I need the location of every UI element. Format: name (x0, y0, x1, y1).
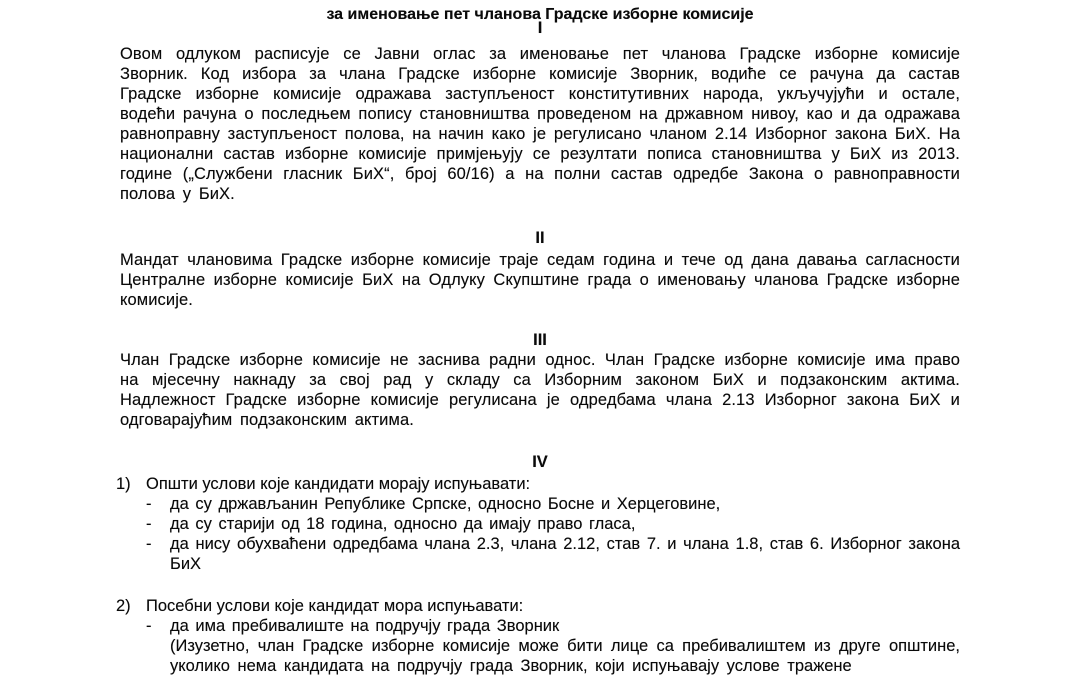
list-item (120, 514, 960, 534)
section-numeral-1: I (537, 19, 543, 37)
list-item-text: да су старији од 18 година, односно да имају право гласа, (170, 515, 636, 533)
exception-note: (Изузетно, члан Градске изборне комисије може бити лице са пребивалиштем из друге општине, уколико нема кандидата на подручју града Зворник, који испуњавају услове тражене (170, 637, 960, 675)
list-number: 2) (116, 597, 131, 615)
document-page (0, 6, 1080, 693)
list-item (120, 534, 960, 574)
list-item-text: да су држављанин Републике Српске, односно Босне и Херцеговине, (170, 495, 721, 513)
section-3-paragraph: Члан Градске изборне комисије не заснива радни однос. Члан Градске изборне комисије има право на мјесечну накнаду за свој рад у складу са Изборним законом БиХ и подзаконским актима. Надлежност Градске изборне комисије регулисана је одредбама члана 2.13 Изборног закона БиХ и одговарајућим подзаконским актима. (120, 351, 960, 429)
dash-bullet: - (146, 515, 152, 533)
section-numeral-3: III (533, 331, 547, 349)
special-conditions-heading (116, 596, 960, 616)
list-item-text: да нису обухваћени одредбама члана 2.3, члана 2.12, став 7. и члана 1.8, став 6. Изборног закона БиХ (170, 535, 960, 573)
dash-bullet: - (146, 535, 152, 553)
dash-bullet: - (146, 495, 152, 513)
section-1-paragraph: Овом одлуком расписује се Јавни оглас за именовање пет чланова Градске изборне комисије Зворник. Код избора за члана Градске изборне комисије Зворник, водиће се рачуна да састав Градске изборне комисије одражава заступљеност конститутивних народа, укључујући и остале, водећи рачуна о последњем попису становништва проведеном на државном нивоу, као и да одражава равноправну заступљеност полова, на начин како је регулисано чланом 2.14 Изборног закона БиХ. На национални састав изборне комисије примјењују се резултати пописа становништва у БиХ из 2013. године („Службени гласник БиХ“, број 60/16) а на полни састав одредбе Закона о равноправности полова у БиХ. (120, 45, 960, 203)
list-number: 1) (116, 475, 131, 493)
list-title: Општи услови које кандидати морају испуњавати: (146, 475, 531, 493)
list-item (120, 616, 960, 636)
list-title: Посебни услови које кандидат мора испуњавати: (146, 597, 524, 615)
section-numeral-2: II (535, 229, 545, 247)
section-numeral-4: IV (532, 453, 548, 471)
general-conditions-heading (116, 474, 960, 494)
clipped-top-heading: за именовање пет чланова Градске изборне комисије (326, 6, 754, 23)
document-content (0, 18, 1080, 676)
list-item (120, 494, 960, 514)
list-item-text: да има пребивалиште на подручју града Зворник (170, 617, 560, 635)
section-2-paragraph: Мандат члановима Градске изборне комисије траје седам година и тече од дана давања сагласности Централне изборне комисије БиХ на Одлуку Скупштине града о именовању чланова Градске изборне комисије. (120, 251, 960, 309)
dash-bullet: - (146, 617, 152, 635)
